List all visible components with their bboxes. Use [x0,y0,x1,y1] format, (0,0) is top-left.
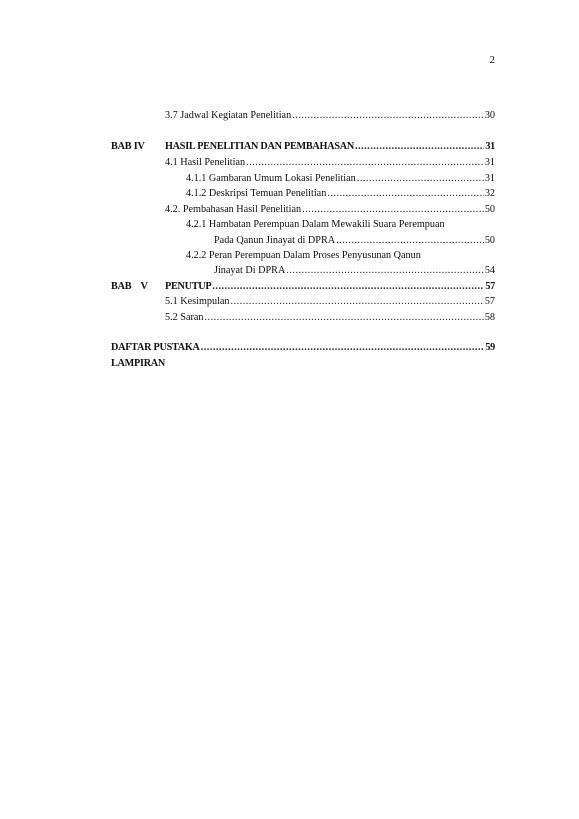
toc-entry-page: 54 [484,265,495,276]
dot-leader [231,295,484,309]
toc-entry-lampiran[interactable] [111,357,165,371]
toc-entry-4-2-1[interactable] [214,234,495,248]
toc-entry-3-7[interactable] [165,109,495,123]
toc-entry-label: 3.7 Jadwal Kegiatan Penelitian [165,110,292,121]
toc-entry-page: 31 [484,157,495,168]
dot-leader [336,234,484,248]
dot-leader [357,172,484,186]
toc-entry-daftar-pustaka[interactable] [111,341,495,355]
toc-entry-4-1-1[interactable] [186,172,495,186]
dot-leader [327,187,484,201]
toc-entry-page: 57 [484,296,495,307]
toc-entry-label: LAMPIRAN [111,358,166,369]
toc-entry-label: Jinayat Di DPRA [214,265,286,276]
toc-entry-label: Pada Qanun Jinayat di DPRA [214,235,336,246]
toc-entry-5-2[interactable] [165,311,495,325]
toc-entry-label: DAFTAR PUSTAKA [111,342,200,353]
toc-entry-page: 50 [484,235,495,246]
toc-entry-label: 5.1 Kesimpulan [165,296,230,307]
toc-entry-4-1[interactable] [165,156,495,170]
toc-entry-label: PENUTUP [165,281,212,292]
toc-entry-page: 30 [484,110,495,121]
toc-entry-4-2[interactable] [165,203,495,217]
dot-leader [204,311,483,325]
toc-entry-page: 59 [485,342,495,353]
page-number: 2 [489,54,495,66]
toc-entry-5-1[interactable] [165,295,495,309]
toc-entry-label: 5.2 Saran [165,312,204,323]
toc-entry-label: 4.1.1 Gambaran Umum Lokasi Penelitian [186,173,356,184]
toc-entry-page: 31 [484,173,495,184]
dot-leader [246,156,484,170]
toc-entry-page: 32 [484,188,495,199]
toc-entry-page: 31 [485,141,495,152]
dot-leader [212,280,484,294]
dot-leader [302,203,484,217]
toc-entry-bab-iv[interactable] [165,140,495,154]
toc-entry-label: HASIL PENELITIAN DAN PEMBAHASAN [165,141,354,152]
toc-entry-label: 4.2. Pembahasan Hasil Penelitian [165,204,302,215]
dot-leader [201,341,485,355]
toc-entry-4-2-2-line1[interactable]: 4.2.2 Peran Perempuan Dalam Proses Penyusunan Qanun [186,250,421,261]
dot-leader [355,140,484,154]
toc-entry-label: 4.1 Hasil Penelitian [165,157,246,168]
toc-entry-page: 57 [485,281,495,292]
dot-leader [286,264,484,278]
toc-entry-4-1-2[interactable] [186,187,495,201]
toc-entry-4-2-1-line1[interactable]: 4.2.1 Hambatan Perempuan Dalam Mewakili Suara Perempuan [186,219,445,230]
chapter-key-bab-iv: BAB IV [111,141,145,152]
toc-entry-label: 4.1.2 Deskripsi Temuan Penelitian [186,188,327,199]
chapter-key-bab-v: BAB V [111,281,148,292]
toc-entry-page: 50 [484,204,495,215]
toc-entry-page: 58 [484,312,495,323]
toc-entry-4-2-2[interactable] [214,264,495,278]
dot-leader [292,109,484,123]
toc-entry-bab-v[interactable] [165,280,495,294]
